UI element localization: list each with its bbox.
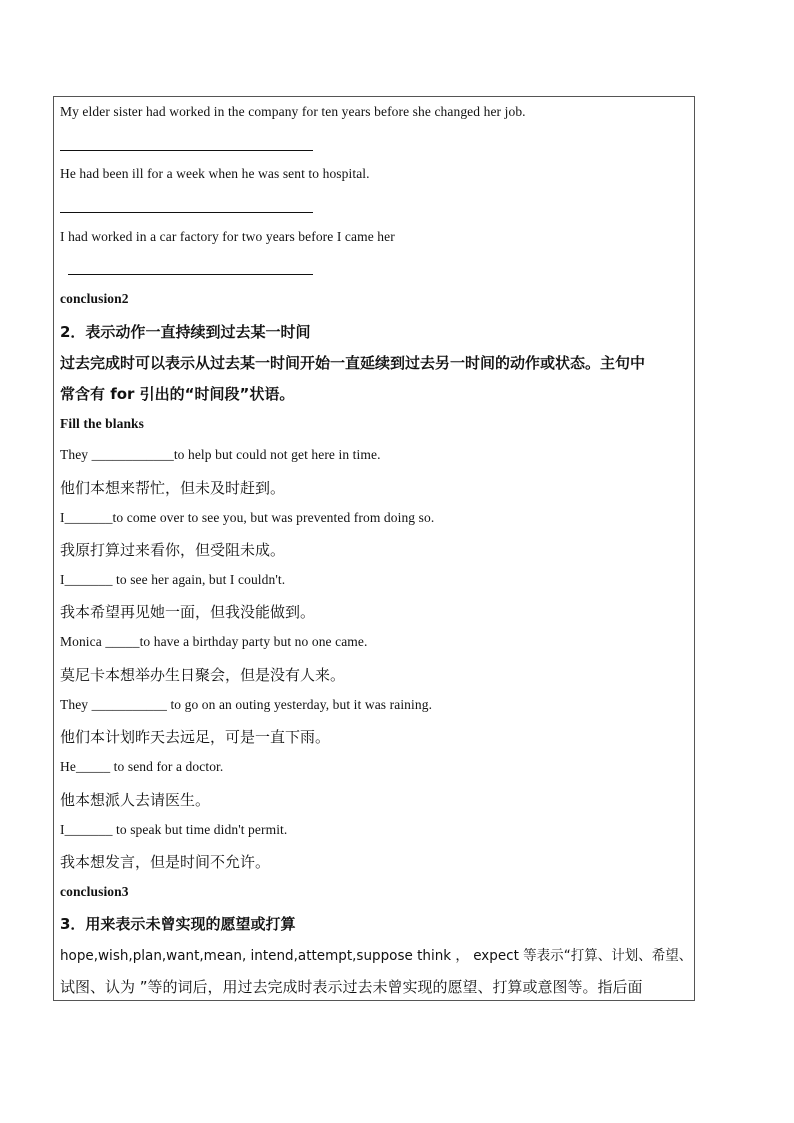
conclusion-label: conclusion2 xyxy=(60,291,129,306)
exercise-sentence: I_______ to see her again, but I couldn't. xyxy=(60,572,286,587)
section-heading: 3．用来表示未曾实现的愿望或打算 xyxy=(60,915,296,933)
example-sentence-1: My elder sister had worked in the company for ten years before she changed her job. xyxy=(60,104,526,119)
example-sentence-2: He had been ill for a week when he was sent to hospital. xyxy=(60,166,370,181)
answer-line-1[interactable] xyxy=(60,150,313,151)
exercise-translation: 莫尼卡本想举办生日聚会，但是没有人来。 xyxy=(60,666,346,684)
section-description: 试图、认为 ”等的词后，用过去完成时表示过去未曾实现的愿望、打算或意图等。指后面 xyxy=(60,978,643,996)
exercise-translation: 我本想发言，但是时间不允许。 xyxy=(60,853,271,871)
conclusion-label: conclusion3 xyxy=(60,884,129,899)
section-heading: 2．表示动作一直持续到过去某一时间 xyxy=(60,323,311,341)
section-description: 常含有 for 引出的“时间段”状语。 xyxy=(60,385,295,403)
fill-blanks-title: Fill the blanks xyxy=(60,416,145,431)
exercise-sentence: They ____________to help but could not get here in time. xyxy=(60,447,381,462)
example-sentence-3: I had worked in a car factory for two years before I came her xyxy=(60,229,395,244)
exercise-translation: 我本希望再见她一面，但我没能做到。 xyxy=(60,603,316,621)
answer-line-2[interactable] xyxy=(60,212,313,213)
exercise-translation: 他本想派人去请医生。 xyxy=(60,791,211,809)
section-description: hope,wish,plan,want,mean, intend,attempt,suppose think ， expect 等表示“打算、计划、希望、 xyxy=(60,948,693,964)
exercise-sentence: He_____ to send for a doctor. xyxy=(60,759,224,774)
exercise-sentence: Monica _____to have a birthday party but no one came. xyxy=(60,634,368,649)
exercise-translation: 我原打算过来看你，但受阻未成。 xyxy=(60,541,286,559)
exercise-translation: 他们本计划昨天去远足，可是一直下雨。 xyxy=(60,728,331,746)
exercise-sentence: I_______to come over to see you, but was prevented from doing so. xyxy=(60,510,435,525)
exercise-sentence: I_______ to speak but time didn't permit. xyxy=(60,822,288,837)
exercise-sentence: They ___________ to go on an outing yesterday, but it was raining. xyxy=(60,697,433,712)
section-description: 过去完成时可以表示从过去某一时间开始一直延续到过去另一时间的动作或状态。主句中 xyxy=(60,354,646,372)
answer-line-3[interactable] xyxy=(68,274,313,275)
exercise-translation: 他们本想来帮忙，但未及时赶到。 xyxy=(60,479,286,497)
